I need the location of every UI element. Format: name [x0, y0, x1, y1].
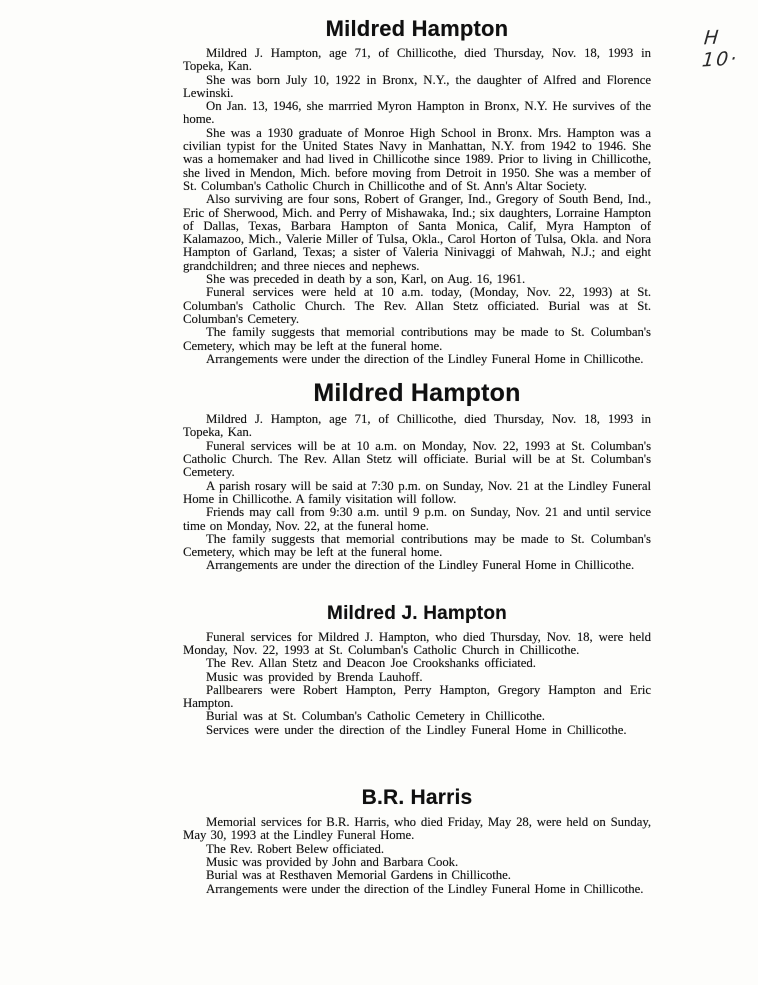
obituary-paragraph: She was born July 10, 1922 in Bronx, N.Y., the daughter of Alfred and Florence Lewinski.: [183, 72, 651, 100]
obituary-paragraph: Music was provided by John and Barbara Cook.: [206, 854, 459, 869]
obituary-paragraph: Also surviving are four sons, Robert of Granger, Ind., Gregory of South Bend, Ind., Eric of Sherwood, Mich. and Perry of Mishawaka, Ind.; six daughters, Lorraine Hampton of Dallas, Texas, Barbara Hampton of Santa Monica, Calif, Myra Hampton of Kalamazoo, Mich., Valerie Miller of Tulsa, Okla., Carol Horton of Tulsa, Okla. and Nora Hampton of Garland, Texas; a sister of Valeria Ninivaggi of Mahwah, N.J.; and eight grandchildren; and three nieces and nephews.: [183, 192, 651, 273]
obituary-body: [183, 413, 651, 573]
obituary-paragraph: On Jan. 13, 1946, she marrried Myron Hampton in Bronx, N.Y. He survives of the home.: [183, 99, 651, 127]
obituary-paragraph: The Rev. Allan Stetz and Deacon Joe Crookshanks officiated.: [206, 656, 536, 671]
obituary-title: Mildred Hampton: [325, 16, 509, 41]
obituary-br-harris: [183, 786, 651, 896]
obituary-mildred-j-hampton: [183, 603, 651, 737]
obituary-paragraph: The Rev. Robert Belew officiated.: [206, 841, 384, 856]
obituary-paragraph: Funeral services for Mildred J. Hampton, who died Thursday, Nov. 18, were held Monday, Nov. 22, 1993 at St. Columban's Catholic Church in Chillicothe.: [183, 629, 651, 657]
obituary-paragraph: Funeral services were held at 10 a.m. today, (Monday, Nov. 22, 1993) at St. Columban's Catholic Church. The Rev. Allan Stetz officiated. Burial was at St. Columban's Cemetery.: [183, 285, 651, 326]
obituary-title: Mildred J. Hampton: [327, 602, 507, 624]
obituary-mildred-hampton-1: [183, 16, 651, 366]
obituary-paragraph: She was a 1930 graduate of Monroe High School in Bronx. Mrs. Hampton was a civilian typist for the United States Navy in Manhattan, N.Y. from 1942 to 1946. She was a homemaker and had lived in Chillicothe since 1989. Prior to living in Chillicothe, she lived in Mendon, Mich. before moving from Detroit in 1950. She was a member of St. Columban's Catholic Church in Chillicothe and of St. Ann's Altar Society.: [183, 125, 651, 193]
obituary-mildred-hampton-2: [183, 379, 651, 573]
obituary-paragraph: The family suggests that memorial contributions may be made to St. Columban's Cemetery, which may be left at the funeral home.: [183, 531, 651, 560]
obituary-paragraph: Friends may call from 9:30 a.m. until 9 p.m. on Sunday, Nov. 21 and until service time on Monday, Nov. 22, at the funeral home.: [183, 505, 651, 533]
handwritten-annotation: H 10·: [701, 26, 740, 72]
obituary-paragraph: Arrangements are under the direction of the Lindley Funeral Home in Chillicothe.: [206, 558, 635, 573]
obituary-paragraph: Burial was at St. Columban's Catholic Cemetery in Chillicothe.: [206, 709, 545, 724]
obituary-paragraph: Pallbearers were Robert Hampton, Perry Hampton, Gregory Hampton and Eric Hampton.: [183, 682, 651, 711]
obituary-title: Mildred Hampton: [313, 379, 521, 408]
obituary-paragraph: Mildred J. Hampton, age 71, of Chillicothe, died Thursday, Nov. 18, 1993 in Topeka, Kan.: [183, 46, 651, 74]
obituary-paragraph: Music was provided by Brenda Lauhoff.: [206, 669, 423, 684]
obituary-paragraph: Arrangements were under the direction of the Lindley Funeral Home in Chillicothe.: [206, 351, 644, 366]
obituary-paragraph: Services were under the direction of the Lindley Funeral Home in Chillicothe.: [206, 722, 627, 737]
text-column: [183, 16, 651, 896]
obituary-body: [183, 631, 651, 737]
obituary-paragraph: Funeral services will be at 10 a.m. on Monday, Nov. 22, 1993 at St. Columban's Catholic Church. The Rev. Allan Stetz will officiate. Burial will be at St. Columban's Cemetery.: [183, 438, 651, 480]
obituary-paragraph: A parish rosary will be said at 7:30 p.m. on Sunday, Nov. 21 at the Lindley Funeral Home in Chillicothe. A family visitation will follow.: [183, 478, 651, 506]
obituary-paragraph: Burial was at Resthaven Memorial Gardens in Chillicothe.: [206, 868, 511, 883]
obituary-paragraph: She was preceded in death by a son, Karl, on Aug. 16, 1961.: [206, 272, 526, 287]
obituary-paragraph: Memorial services for B.R. Harris, who died Friday, May 28, were held on Sunday, May 30, 1993 at the Lindley Funeral Home.: [183, 815, 651, 843]
obituary-paragraph: Arrangements were under the direction of the Lindley Funeral Home in Chillicothe.: [206, 881, 644, 896]
obituary-paragraph: The family suggests that memorial contributions may be made to St. Columban's Cemetery, which may be left at the funeral home.: [183, 325, 651, 353]
obituary-body: [183, 816, 651, 896]
obituary-body: [183, 47, 651, 366]
obituary-paragraph: Mildred J. Hampton, age 71, of Chillicothe, died Thursday, Nov. 18, 1993 in Topeka, Kan.: [183, 412, 651, 440]
obituary-title: B.R. Harris: [361, 786, 473, 810]
